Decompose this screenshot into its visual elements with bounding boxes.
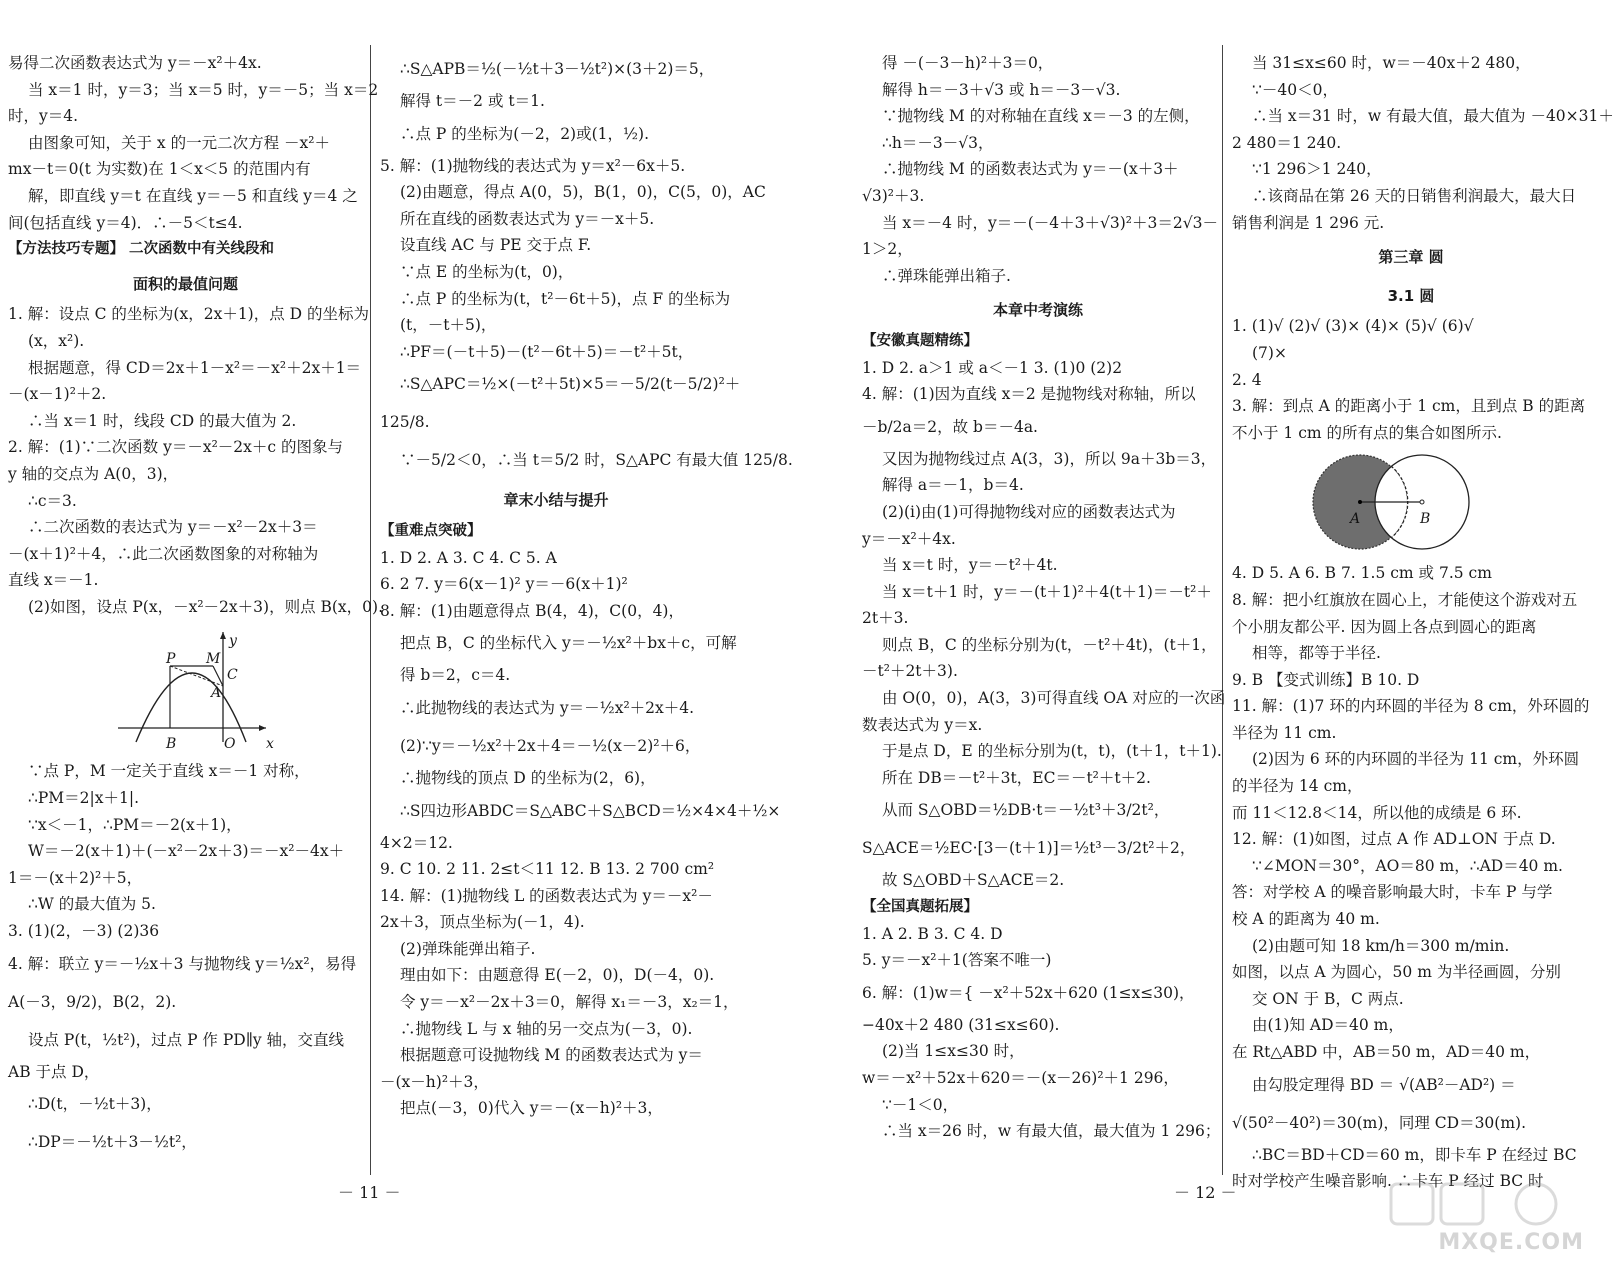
text-line: 5. 解：(1)抛物线的表达式为 y＝x²－6x＋5. (380, 156, 686, 175)
text-line: 交 ON 于 B，C 两点. (1252, 989, 1404, 1008)
text-line: y 轴的交点为 A(0，3)， (8, 464, 179, 483)
text-line: ∴二次函数的表达式为 y＝－x²－2x＋3＝ (28, 518, 318, 537)
text-line: 由勾股定理得 BD ＝ √(AB²－AD²) ＝ (1252, 1075, 1516, 1094)
text-line: －b/2a＝2，故 b＝－4a. (862, 417, 1038, 436)
text-line: √(50²－40²)＝30(m)，同理 CD＝30(m). (1232, 1113, 1527, 1132)
text-line: ∵x＜－1，∴PM＝－2(x＋1)， (28, 815, 242, 834)
text-line: 数表达式为 y＝x. (862, 715, 983, 734)
text-line: 故 S△OBD＋S△ACE＝2. (882, 871, 1065, 890)
text-line: 9. B 【变式训练】B 10. D (1232, 670, 1420, 689)
text-line: 易得二次函数表达式为 y＝－x²＋4x. (8, 54, 262, 72)
text-line: ∵点 P，M 一定关于直线 x＝－1 对称， (28, 762, 310, 781)
text-line: 解得 t＝－2 或 t＝1. (400, 92, 545, 110)
circles-diagram (1232, 450, 1582, 556)
text-line: 时对学校产生噪音影响. ∴卡车 P 经过 BC 时 (1232, 1172, 1544, 1191)
text-line: 9. C 10. 2 11. 2≤t＜11 12. B 13. 2 700 cm² (380, 860, 715, 879)
text-line: 则点 B，C 的坐标分别为(t，－t²＋4t)，(t＋1， (882, 635, 1217, 654)
text-line: (2)(ⅰ)由(1)可得抛物线对应的函数表达式为 (882, 502, 1176, 521)
text-line: 得 －(－3－h)²＋3＝0， (882, 54, 1054, 72)
text-line: (2)因为 6 环的内环圆的半径为 11 cm，外环圆 (1252, 750, 1580, 769)
text-line: 相等，都等于半径. (1252, 644, 1381, 663)
text-line: 根据题意可设抛物线 M 的函数表达式为 y＝ (400, 1046, 703, 1065)
text-line: 解得 a＝－1，b＝4. (882, 476, 1024, 495)
text-line: 又因为抛物线过点 A(3，3)，所以 9a＋3b＝3， (882, 449, 1217, 468)
text-line: ∵点 E 的坐标为(t，0)， (400, 262, 574, 281)
text-line: ∴DP＝－½t＋3－½t²， (28, 1133, 197, 1152)
text-line: 12. 解：(1)如图，过点 A 作 AD⊥ON 于点 D. (1232, 830, 1556, 849)
parabola-diagram (8, 624, 348, 754)
fig-label-a2: A (1350, 511, 1361, 528)
text-line: ∵－1＜0， (882, 1095, 959, 1114)
text-line: 面积的最值问题 (132, 274, 238, 293)
text-line: 2. 解：(1)∵二次函数 y＝－x²－2x＋c 的图象与 (8, 438, 344, 457)
text-line: 答：对学校 A 的噪音影响最大时，卡车 P 与学 (1232, 883, 1553, 902)
text-line: 得 b＝2，c＝4. (400, 666, 511, 685)
text-line: ∴此抛物线的表达式为 y＝－½x²＋2x＋4. (400, 698, 695, 717)
page-left-column-2 (380, 50, 793, 1180)
text-line: ∴弹珠能弹出箱子. (882, 266, 1011, 285)
text-line: ∴抛物线的顶点 D 的坐标为(2，6)， (400, 768, 656, 787)
text-line: 所在 DB＝－t²＋3t，EC＝－t²＋t＋2. (882, 768, 1151, 787)
text-line: W＝－2(x＋1)＋(－x²－2x＋3)＝－x²－4x＋ (28, 842, 345, 861)
text-line: 6. 解：(1)w＝{ －x²＋52x＋620 (1≤x≤30)， (862, 983, 1195, 1002)
text-line: 当 x＝t 时，y＝－t²＋4t. (882, 556, 1058, 575)
fig-label-p: P (166, 651, 176, 668)
text-line: 3. 解：到点 A 的距离小于 1 cm，且到点 B 的距离 (1232, 397, 1586, 416)
text-line: ∴当 x＝26 时，w 有最大值，最大值为 1 296； (882, 1122, 1221, 1141)
text-line: 令 y＝－x²－2x＋3＝0，解得 x₁＝－3，x₂＝1， (400, 993, 739, 1012)
text-line: 11. 解：(1)7 环的内环圆的半径为 8 cm，外环圆的 (1232, 697, 1590, 716)
text-line: 4. D 5. A 6. B 7. 1.5 cm 或 7.5 cm (1232, 564, 1492, 583)
page-right-column-2 (1232, 50, 1614, 1191)
text-line: 2x＋3，顶点坐标为(－1，4). (380, 913, 585, 932)
text-line: ∴S△APC＝½×(－t²＋5t)×5＝－5/2(t－5/2)²＋ (400, 375, 741, 394)
text-line: 由 O(0，0)，A(3，3)可得直线 OA 对应的一次函 (882, 689, 1226, 708)
fig-label-x: x (266, 736, 274, 753)
text-line: ∴D(t，－½t＋3)， (28, 1095, 162, 1114)
text-line: 解得 h＝－3＋√3 或 h＝－3－√3. (882, 80, 1121, 99)
text-line: 8. 解：把小红旗放在圆心上，才能使这个游戏对五 (1232, 590, 1578, 609)
text-line: ∴点 P 的坐标为(－2，2)或(1，½). (400, 124, 650, 143)
text-line: 如图，以点 A 为圆心，50 m 为半径画圆，分别 (1232, 963, 1561, 982)
page-number-left: － 11 － (338, 1183, 401, 1202)
text-line: A(－3，9/2)，B(2，2). (8, 992, 177, 1011)
text-line: 所在直线的函数表达式为 y＝－x＋5. (400, 209, 655, 228)
text-line: 把点(－3，0)代入 y＝－(x－h)²＋3， (400, 1099, 663, 1118)
text-line: 1. D 2. A 3. C 4. C 5. A (380, 548, 557, 567)
text-line: ∴BC＝BD＋CD＝60 m，即卡车 P 在经过 BC (1252, 1145, 1577, 1164)
text-line: 125/8. (380, 413, 430, 432)
text-line: 设点 P(t，½t²)，过点 P 作 PD∥y 轴，交直线 (28, 1030, 345, 1049)
text-line: 1. (1)√ (2)√ (3)× (4)× (5)√ (6)√ (1232, 317, 1474, 336)
watermark-text: MXQE.COM (1438, 1230, 1584, 1255)
text-line: 校 A 的距离为 40 m. (1232, 910, 1380, 929)
text-line: w＝－x²＋52x＋620＝－(x－26)²＋1 296， (862, 1069, 1179, 1087)
text-line: 而 11＜12.8＜14，所以他的成绩是 6 环. (1232, 803, 1522, 822)
text-line: (x，x²). (28, 331, 85, 350)
text-line: (7)× (1252, 343, 1287, 362)
text-line: 设直线 AC 与 PE 交于点 F. (400, 236, 592, 255)
text-line: 4. 解：联立 y＝－½x＋3 与抛物线 y＝½x²，易得 (8, 954, 357, 973)
text-line: 当 x＝t＋1 时，y＝－(t＋1)²＋4(t＋1)＝－t²＋ (882, 582, 1212, 601)
text-line: ∴当 x＝1 时，线段 CD 的最大值为 2. (28, 411, 297, 430)
text-line: 由图象可知，关于 x 的一元二次方程 －x²＋ (28, 133, 330, 152)
text-line: ∴当 x＝31 时，w 有最大值，最大值为 －40×31＋ (1252, 107, 1614, 126)
text-line: ∴S△APB＝½(－½t＋3－½t²)×(3＋2)＝5， (400, 60, 715, 78)
text-line: 6. 2 7. y＝6(x－1)² y＝－6(x＋1)² (380, 575, 628, 594)
text-line: 2. 4 (1232, 370, 1262, 389)
text-line: 14. 解：(1)抛物线 L 的函数表达式为 y＝－x²－ (380, 886, 713, 905)
text-line: 3. (1)(2，－3) (2)36 (8, 922, 160, 941)
parabola-figure (8, 624, 348, 754)
text-line: －(x－h)²＋3， (380, 1072, 489, 1091)
text-line: ∵－40＜0， (1252, 80, 1338, 99)
text-line: (2)由题可知 18 km/h＝300 m/min. (1252, 936, 1510, 955)
text-line: ∴S四边形ABDC＝S△ABC＋S△BCD＝½×4×4＋½× (400, 801, 781, 820)
text-line: －t²＋2t＋3). (862, 662, 958, 681)
text-line: 由(1)知 AD＝40 m， (1252, 1016, 1404, 1035)
text-line: －(x＋1)²＋4，∴此二次函数图象的对称轴为 (8, 544, 319, 563)
text-line: 销售利润是 1 296 元. (1232, 213, 1385, 232)
text-line: 根据题意，得 CD＝2x＋1－x²＝－x²＋2x＋1＝ (28, 358, 362, 377)
text-line: 章末小结与提升 (503, 491, 609, 510)
text-line: 1. 解：设点 C 的坐标为(x，2x＋1)，点 D 的坐标为 (8, 305, 370, 324)
text-line: 间(包括直线 y＝4)．∴－5＜t≤4. (8, 213, 243, 232)
text-line: 1. A 2. B 3. C 4. D (862, 924, 1003, 943)
text-line: 5. y＝－x²＋1(答案不唯一) (862, 951, 1052, 970)
text-line: 的半径为 14 cm， (1232, 777, 1363, 796)
text-line: mx－t＝0(t 为实数)在 1＜x＜5 的范围内有 (8, 160, 311, 179)
text-line: ∴PM＝2|x＋1|. (28, 789, 139, 808)
text-line: 8. 解：(1)由题意得点 B(4，4)，C(0，4)， (380, 601, 684, 620)
fig-label-a: A (211, 685, 222, 702)
text-line: −40x＋2 480 (31≤x≤60). (862, 1015, 1060, 1034)
text-line: 当 31≤x≤60 时，w＝－40x＋2 480， (1252, 54, 1531, 72)
text-line: 【安徽真题精练】 (862, 332, 978, 349)
text-line: 4. 解：(1)因为直线 x＝2 是抛物线对称轴，所以 (862, 385, 1196, 404)
text-line: ∴c＝3. (28, 491, 77, 510)
text-line: (2)当 1≤x≤30 时， (882, 1042, 1025, 1061)
text-line: (2)如图，设点 P(x，－x²－2x＋3)，则点 B(x，0). (28, 597, 384, 616)
text-line: 第三章 圆 (1378, 248, 1444, 267)
fig-label-c: C (227, 667, 238, 684)
text-line: ∴该商品在第 26 天的日销售利润最大，最大日 (1252, 186, 1577, 205)
text-line: (2)由题意，得点 A(0，5)，B(1，0)，C(5，0)，AC (400, 183, 766, 202)
text-line: 个小朋友都公平. 因为圆上各点到圆心的距离 (1232, 617, 1537, 636)
text-line: ∵∠MON＝30°，AO＝80 m，∴AD＝40 m. (1252, 856, 1563, 875)
fig-label-o: O (224, 736, 236, 753)
text-line: 2t＋3. (862, 609, 909, 628)
text-line: √3)²＋3. (862, 186, 925, 205)
text-line: (2)∵y＝－½x²＋2x＋4＝－½(x－2)²＋6， (400, 736, 701, 755)
text-line: ∴PF＝(－t＋5)－(t²－6t＋5)＝－t²＋5t， (400, 342, 694, 361)
fig-label-y: y (229, 633, 237, 650)
text-line: AB 于点 D， (8, 1062, 100, 1081)
text-line: 当 x＝－4 时，y＝－(－4＋3＋√3)²＋3＝2√3－ (882, 213, 1218, 232)
text-line: ∵抛物线 M 的对称轴在直线 x＝－3 的左侧， (882, 107, 1200, 126)
text-line: 半径为 11 cm. (1232, 723, 1337, 742)
page-left-column-1 (8, 50, 384, 1180)
text-line: 4×2＝12. (380, 833, 453, 852)
watermark-logo-icon (1386, 1180, 1586, 1230)
text-line: 直线 x＝－1. (8, 571, 99, 590)
text-line: 【全国真题拓展】 (862, 899, 978, 916)
circles-figure (1232, 450, 1582, 556)
text-line: －(x－1)²＋2. (8, 385, 107, 404)
text-line: 时，y＝4. (8, 107, 79, 126)
text-line: 不小于 1 cm 的所有点的集合如图所示. (1232, 423, 1502, 442)
text-line: 当 x＝1 时，y＝3；当 x＝5 时，y＝－5；当 x＝2 (28, 80, 379, 99)
fig-label-b: B (166, 736, 177, 753)
watermark (1386, 1180, 1586, 1255)
text-line: 从而 S△OBD＝½DB·t＝－½t³＋3/2t²， (882, 801, 1170, 820)
text-line: 解，即直线 y＝t 在直线 y＝－5 和直线 y＝4 之 (28, 186, 358, 205)
text-line: 【方法技巧专题】 二次函数中有关线段和 (8, 241, 275, 258)
page-right-column-1 (862, 50, 1226, 1180)
text-line: 1. D 2. a＞1 或 a＜－1 3. (1)0 (2)2 (862, 358, 1123, 377)
text-line: 1＝－(x＋2)²＋5， (8, 868, 143, 887)
fig-label-b2: B (1420, 511, 1431, 528)
text-line: 于是点 D，E 的坐标分别为(t，t)，(t＋1，t＋1). (882, 742, 1222, 761)
text-line: (2)弹珠能弹出箱子. (400, 939, 536, 958)
text-line: (t，－t＋5)， (400, 316, 497, 335)
text-line: 【重难点突破】 (380, 522, 482, 539)
text-line: ∵－5/2＜0，∴当 t＝5/2 时，S△APC 有最大值 125/8. (400, 451, 793, 470)
text-line: S△ACE＝½EC·[3－(t＋1)]＝½t³－3/2t²＋2， (862, 839, 1196, 858)
text-line: ∴抛物线 L 与 x 轴的另一交点为(－3，0). (400, 1019, 693, 1038)
page-number-right: － 12 － (1174, 1183, 1237, 1202)
text-line: 3.1 圆 (1387, 286, 1435, 305)
text-line: 本章中考演练 (992, 301, 1083, 320)
text-line: 理由如下：由题意得 E(－2，0)，D(－4，0). (400, 966, 715, 985)
text-line: 2 480＝1 240. (1232, 133, 1342, 152)
text-line: ∴点 P 的坐标为(t，t²－6t＋5)，点 F 的坐标为 (400, 289, 731, 308)
text-line: y＝－x²＋4x. (862, 529, 956, 548)
text-line: ∴W 的最大值为 5. (28, 895, 156, 914)
column-divider-right (1222, 45, 1223, 1175)
text-line: ∴h＝－3－√3， (882, 133, 994, 152)
text-line: 在 Rt△ABD 中，AB＝50 m，AD＝40 m， (1232, 1043, 1541, 1061)
text-line: 把点 B，C 的坐标代入 y＝－½x²＋bx＋c，可解 (400, 634, 737, 653)
text-line: ∴抛物线 M 的函数表达式为 y＝－(x＋3＋ (882, 160, 1179, 179)
text-line: 1＞2， (862, 240, 913, 259)
fig-label-m: M (206, 651, 221, 668)
text-line: ∵1 296＞1 240， (1252, 160, 1382, 179)
